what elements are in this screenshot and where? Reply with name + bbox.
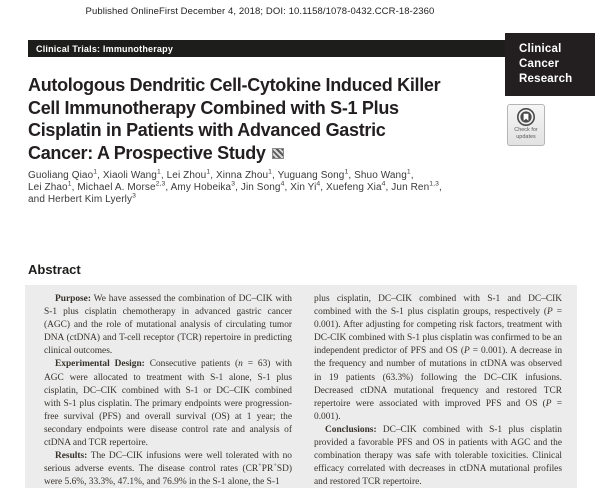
abstract-paragraph-design: Experimental Design: Consecutive patients (n = 63) with AGC were allocated to treatment with S-1 alone, S-1 plus cisplatin, DC–CIK combined with S-1 or DC–CIK combined with S-1 plus cisplatin. The primary endpoints were progression-free survival (PFS) and overall survival (OS) at 1 year; the secondary endpoints were disease control rate and analysis of ctDNA and TCR repertoire. — [44, 359, 292, 449]
title-line: Cisplatin in Patients with Advanced Gastric — [28, 120, 386, 140]
abstract-box — [25, 285, 577, 488]
badge-label: updates — [516, 133, 536, 140]
authors-line: Lei Zhao$^1$, Michael A. Morse$^{2,3}$, Amy Hobeika$^3$, Jin Song$^4$, Xin Yi$^4$, Xuefeng Xia$^4$, Jun Ren$^{1,3}$, — [28, 180, 442, 193]
authors-line: Guoliang Qiao$^1$, Xiaoli Wang$^1$, Lei Zhou$^1$, Xinna Zhou$^1$, Yuguang Song$^1$, Shuo Wang$^1$, — [28, 168, 414, 181]
author-list — [28, 170, 508, 205]
article-icon — [272, 148, 284, 159]
update-badge-icon — [516, 107, 536, 127]
section-banner-label: Clinical Trials: Immunotherapy — [36, 43, 174, 54]
badge-label: Check for — [514, 127, 538, 133]
section-banner — [28, 40, 507, 57]
check-for-updates-badge[interactable] — [507, 104, 545, 146]
journal-logo-line: Clinical — [519, 43, 562, 55]
journal-logo-line: Research — [519, 73, 573, 85]
abstract-left-column — [44, 293, 292, 488]
title-line: Cell Immunotherapy Combined with S-1 Plus — [28, 97, 399, 118]
authors-line: and Herbert Kim Lyerly$^3$ — [28, 192, 136, 205]
abstract-paragraph-conclusions: Conclusions: DC–CIK combined with S-1 plus cisplatin provided a favorable PFS and OS in patients with AGC and the combination therapy was safe with tolerable toxicities. Clinical efficacy correlated with decreases in ctDNA mutational profiles and restored TCR repertoire. — [314, 424, 562, 488]
title-line: Autologous Dendritic Cell-Cytokine Induced Killer — [28, 75, 441, 95]
abstract-heading: Abstract — [28, 262, 81, 277]
published-line: Published OnlineFirst December 4, 2018; DOI: 10.1158/1078-0432.CCR-18-2360 — [85, 6, 435, 17]
journal-logo-line: Cancer — [519, 58, 560, 70]
abstract-paragraph-purpose: Purpose: We have assessed the combination of DC–CIK with S-1 plus cisplatin chemotherapy in advanced gastric cancer (AGC) and the role of mutational analysis of circulating tumor DNA (ctDNA) and T-cell receptor (TCR) repertoire in predicting clinical outcomes. — [44, 294, 292, 357]
abstract-paragraph-results-cont: plus cisplatin, DC–CIK combined with S-1 and DC–CIK combined with the S-1 plus cisplatin groups, respectively (P = 0.001). After adjusting for competing risk factors, treatment with DC-CIK combined with S-1 plus cisplatin was confirmed to be an independent predictor of PFS and OS (P = 0.001). A decrease in the frequency and number of mutations in ctDNA was observed in 19 patients (63.3%) following the DC–CIK infusions. Decreased ctDNA mutational frequency and restored TCR repertoire were associated with improved PFS and OS (P = 0.001). — [314, 294, 563, 422]
abstract-paragraph-results: Results: The DC–CIK infusions were well tolerated with no serious adverse events. The disease control rates (CR+PR+SD) were 5.6%, 33.3%, 47.1%, and 76.9% in the S-1 alone, the S-1 — [44, 451, 292, 488]
title-line-text: Cancer: A Prospective Study — [28, 142, 266, 163]
abstract-right-column — [314, 293, 562, 488]
journal-logo — [505, 33, 595, 96]
title-line — [28, 142, 500, 165]
article-title — [28, 74, 500, 164]
